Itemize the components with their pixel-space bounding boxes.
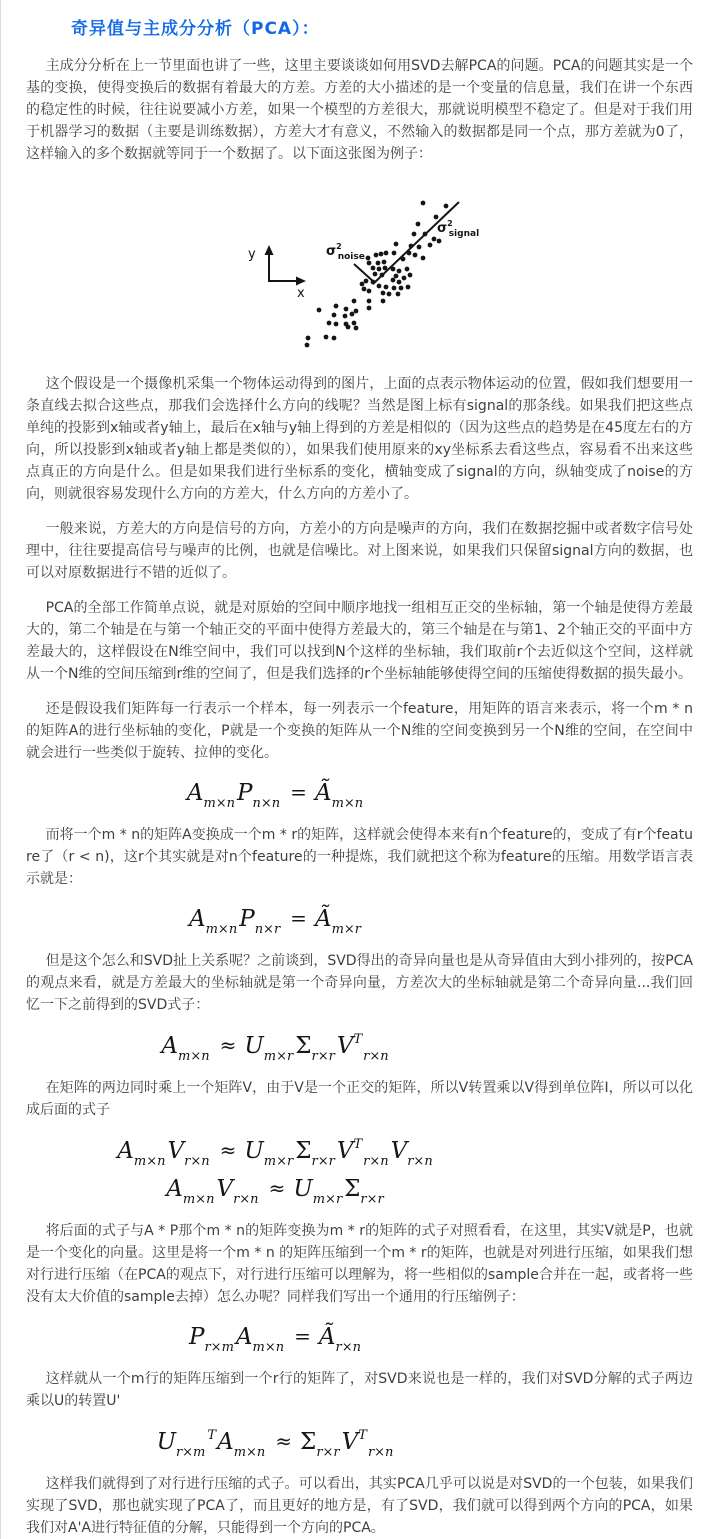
data-point	[334, 304, 339, 309]
data-point	[406, 285, 411, 290]
data-point	[376, 261, 381, 266]
data-point	[306, 336, 311, 341]
data-point	[366, 256, 371, 261]
x-axis-label: x	[297, 286, 305, 301]
data-point	[412, 232, 417, 237]
paragraph-multiply-v: 在矩阵的两边同时乘上一个矩阵V，由于V是一个正交的矩阵，所以V转置乘以V得到单位阵I，所以可以化成后面的式子	[26, 1080, 693, 1118]
data-point	[317, 308, 322, 313]
sigma-signal-label: $\sigma^2$ signal	[437, 219, 480, 239]
y-axis-label: y	[248, 247, 256, 262]
data-point	[332, 313, 337, 318]
data-point	[391, 278, 396, 283]
scatter-points	[305, 201, 449, 348]
data-point	[305, 343, 310, 348]
data-point	[397, 269, 402, 274]
data-point	[434, 215, 439, 220]
data-point	[371, 266, 376, 271]
formula-uta	[26, 1428, 526, 1460]
data-point	[402, 276, 407, 281]
data-point	[428, 243, 433, 248]
equation-line: $A_{m\times n} \approx U_{m\times r}\Sigma_{r\times r}V^T_{r\times n}$	[161, 1032, 389, 1064]
data-point	[377, 267, 382, 272]
formula-svd	[26, 1032, 526, 1064]
data-point	[432, 237, 437, 242]
data-point	[381, 291, 386, 296]
data-point	[350, 312, 355, 317]
data-point	[344, 307, 349, 312]
data-point	[384, 251, 389, 256]
equation-line: $P_{r\times m}A_{m\times n}$ = $Ã_{r\times n}$	[188, 1324, 361, 1355]
data-point	[396, 292, 401, 297]
paragraph-pca-summary: PCA的全部工作简单点说，就是对原始的空间中顺序地找一组相互正交的坐标轴，第一个轴是使得方差最大的，第二个轴是在与第一个轴正交的平面中使得方差最大的，第三个轴是在与第1、2个轴正交的平面中方差最大的，这样假设在N维空间中，我们可以找到N个这样的坐标轴，我们取前r个去近似这个空间，这样就从一个N维的空间压缩到r维的空间了，但是我们选择的r个坐标轴能够使得空间的压缩使得数据的损失最小。	[26, 600, 693, 682]
data-point	[379, 252, 384, 257]
data-point	[391, 267, 396, 272]
data-point	[377, 284, 382, 289]
data-point	[413, 253, 418, 258]
data-point	[332, 336, 337, 341]
formula-ap-nr	[26, 906, 526, 937]
data-point	[437, 239, 442, 244]
data-point	[352, 321, 357, 326]
data-point	[382, 260, 387, 265]
data-point	[371, 280, 376, 285]
paragraph-matrix-rows: 还是假设我们矩阵每一行表示一个样本，每一列表示一个feature，用矩阵的语言来表示，将一个m * n的矩阵A的进行坐标轴的变化，P就是一个变换的矩阵从一个N维的空间变换到另一个N维的空间，在空间中就会进行一些类似于旋转、拉伸的变化。	[26, 701, 693, 761]
data-point	[362, 287, 367, 292]
paragraph-column-compress: 将后面的式子与A * P那个m * n的矩阵变换为m * r的矩阵的式子对照看看，在这里，其实V就是P，也就是一个变化的向量。这里是将一个m * n 的矩阵压缩到一个m * r的矩阵，也就是对列进行压缩，如果我们想对行进行压缩（在PCA的观点下，对行进行压缩可以理解为，将一些相似的sample合并在一起，或者将一些没有太大价值的sample去掉）怎么办呢？同样我们写出一个通用的行压缩例子：	[26, 1223, 693, 1305]
data-point	[417, 245, 422, 250]
paragraph-camera-example: 这个假设是一个摄像机采集一个物体运动得到的图片，上面的点表示物体运动的位置，假如我们想要用一条直线去拟合这些点，那我们会选择什么方向的线呢？当然是图上标有signal的那条线。如果我们把这些点单纯的投影到x轴或者y轴上，最后在x轴与y轴上得到的方差是相似的（因为这些点的趋势是在45度左右的方向，所以投影到x轴或者y轴上都是类似的），如果我们使用原来的xy坐标系去看这些点，容易看不出来这些点真正的方向是什么。但是如果我们进行坐标系的变化，横轴变成了signal的方向，纵轴变成了noise的方向，则就很容易发现什么方向的方差大，什么方向的方差小了。	[26, 376, 693, 502]
data-point	[352, 299, 357, 304]
data-point	[384, 285, 389, 290]
data-point	[367, 299, 372, 304]
data-point	[354, 309, 359, 314]
paragraph-row-compress: 这样就从一个m行的矩阵压缩到一个r行的矩阵了，对SVD来说也是一样的，我们对SVD分解的式子两边乘以U的转置U'	[26, 1371, 693, 1409]
pca-scatter-figure	[226, 191, 693, 360]
data-point	[407, 251, 412, 256]
data-point	[392, 251, 397, 256]
data-point	[367, 289, 372, 294]
data-point	[401, 257, 406, 262]
equation-line: $A_{m\times n}P_{n\times n}$ = $Ã_{m\times n}$	[186, 780, 364, 811]
data-point	[367, 306, 372, 311]
data-point	[387, 292, 392, 297]
x-axis-arrowhead	[296, 277, 306, 286]
data-point	[397, 280, 402, 285]
sigma-noise-label: $\sigma^2$ noise	[326, 242, 365, 262]
data-point	[367, 261, 372, 266]
y-axis-arrowhead	[265, 245, 274, 255]
data-point	[383, 266, 388, 271]
data-point	[405, 267, 410, 272]
page-title: 奇异值与主成分分析（PCA）：	[71, 19, 320, 39]
paragraph-intro: 主成分分析在上一节里面也讲了一些，这里主要谈谈如何用SVD去解PCA的问题。PCA的问题其实是一个基的变换，使得变换后的数据有着最大的方差。方差的大小描述的是一个变量的信息量，我们在讲一个东西的稳定性的时候，往往说要减小方差，如果一个模型的方差很大，那就说明模型不稳定了。但是对于我们用于机器学习的数据（主要是训练数据），方差大才有意义，不然输入的数据都是同一个点，那方差就为0了，这样输入的多个数据就等同于一个数据了。以下面这张图为例子：	[26, 58, 693, 162]
signal-variance-line	[373, 202, 459, 284]
data-point	[334, 322, 339, 327]
data-point	[327, 321, 332, 326]
data-point	[343, 314, 348, 319]
data-point	[360, 282, 365, 287]
formula-ap-nn	[26, 780, 526, 811]
data-point	[394, 274, 399, 279]
data-point	[399, 286, 404, 291]
data-point	[380, 273, 385, 278]
data-point	[394, 242, 399, 247]
data-point	[381, 299, 386, 304]
data-point	[354, 326, 359, 331]
data-point	[408, 273, 413, 278]
data-point	[416, 222, 421, 227]
data-point	[392, 286, 397, 291]
equation-line: $U_{r\times m}^TA_{m\times n} \approx \Sigma_{r\times r}V^T_{r\times n}$	[156, 1428, 394, 1460]
scatter-plot-svg	[226, 191, 536, 356]
data-point	[421, 256, 426, 261]
data-point	[409, 244, 414, 249]
paragraph-snr: 一般来说，方差大的方向是信号的方向，方差小的方向是噪声的方向，我们在数据挖掘中或者数字信号处理中，往往要提高信号与噪声的比例，也就是信噪比。对上图来说，如果我们只保留signal方向的数据，也可以对原数据进行不错的近似了。	[26, 521, 693, 581]
paragraph-conclusion: 这样我们就得到了对行进行压缩的式子。可以看出，其实PCA几乎可以说是对SVD的一个包装，如果我们实现了SVD，那也就实现了PCA了，而且更好的地方是，有了SVD，我们就可以得到两个方向的PCA，如果我们对A'A进行特征值的分解，只能得到一个方向的PCA。	[26, 1476, 693, 1536]
paragraph-feature-compress: 而将一个m * n的矩阵A变换成一个m * r的矩阵，这样就会使得本来有n个feature的，变成了有r个feature了（r < n)，这r个其实就是对n个feature的一种提炼，我们就把这个称为feature的压缩。用数学语言表示就是：	[26, 827, 693, 887]
formula-pa	[26, 1324, 526, 1355]
data-point	[346, 325, 351, 330]
formula-av	[26, 1137, 526, 1207]
equation-line: $A_{m\times n}V_{r\times n} \approx U_{m\times r}\Sigma_{r\times r}V^T_{r\times n}V_{r\times n}$	[117, 1137, 433, 1169]
equation-line: $A_{m\times n}P_{n\times r}$ = $Ã_{m\times r}$	[188, 906, 361, 937]
equation-line: $A_{m\times n}V_{r\times n} \approx U_{m\times r}\Sigma_{r\times r}$	[166, 1176, 384, 1207]
data-point	[444, 204, 449, 209]
data-point	[373, 272, 378, 277]
data-point	[423, 232, 428, 237]
data-point	[364, 279, 369, 284]
paragraph-svd-relation: 但是这个怎么和SVD扯上关系呢？之前谈到，SVD得出的奇异向量也是从奇异值由大到小排列的，按PCA的观点来看，就是方差最大的坐标轴就是第一个奇异向量，方差次大的坐标轴就是第二个奇异向量...我们回忆一下之前得到的SVD式子：	[26, 953, 693, 1013]
data-point	[374, 253, 379, 258]
data-point	[324, 335, 329, 340]
data-point	[421, 201, 426, 206]
